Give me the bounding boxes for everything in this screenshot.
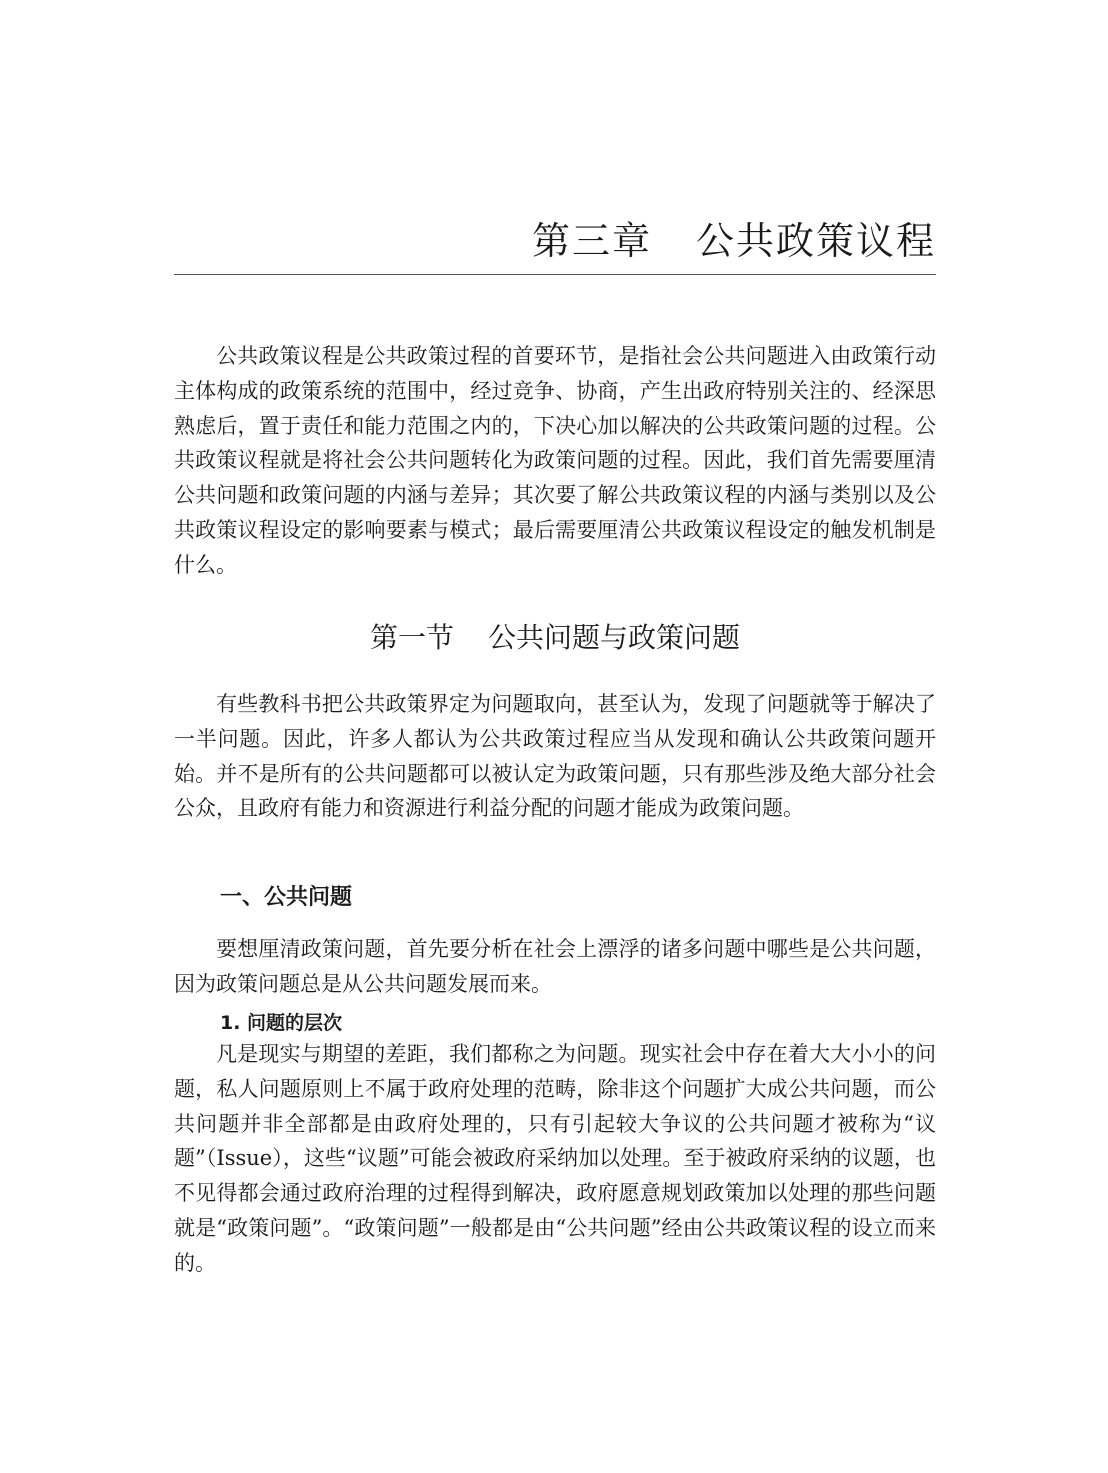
section-title	[174, 616, 936, 656]
subsection-heading: 一、公共问题	[220, 885, 353, 910]
subsection-paragraph: 要想厘清政策问题，首先要分析在社会上漂浮的诸多问题中哪些是公共问题，因为政策问题总是从公共问题发展而来。	[174, 937, 936, 996]
section-paragraph: 有些教科书把公共政策界定为问题取向，甚至认为，发现了问题就等于解决了一半问题。因此，许多人都认为公共政策过程应当从发现和确认公共政策问题开始。并不是所有的公共问题都可以被认定为政策问题，只有那些涉及绝大部分社会公众，且政府有能力和资源进行利益分配的问题才能成为政策问题。	[174, 692, 936, 821]
section-number: 第一节	[369, 621, 454, 654]
chapter-name: 公共政策议程	[695, 219, 936, 263]
chapter-divider	[174, 274, 936, 275]
chapter-number: 第三章	[531, 219, 652, 263]
item-heading: 1. 问题的层次	[220, 1012, 343, 1034]
intro-paragraph: 公共政策议程是公共政策过程的首要环节，是指社会公共问题进入由政策行动主体构成的政策系统的范围中，经过竞争、协商，产生出政府特别关注的、经深思熟虑后，置于责任和能力范围之内的，下决心加以解决的公共政策问题的过程。公共政策议程就是将社会公共问题转化为政策问题的过程。因此，我们首先需要厘清公共问题和政策问题的内涵与差异；其次要了解公共政策议程的内涵与类别以及公共政策议程设定的影响要素与模式；最后需要厘清公共政策议程设定的触发机制是什么。	[174, 344, 936, 577]
chapter-title	[532, 210, 936, 265]
section-name: 公共问题与政策问题	[488, 621, 741, 654]
item-paragraph: 凡是现实与期望的差距，我们都称之为问题。现实社会中存在着大大小小的问题，私人问题原则上不属于政府处理的范畴，除非这个问题扩大成公共问题，而公共问题并非全部都是由政府处理的，只有引起较大争议的公共问题才被称为“议题”（Issue），这些“议题”可能会被政府采纳加以处理。至于被政府采纳的议题，也不见得都会通过政府治理的过程得到解决，政府愿意规划政策加以处理的那些问题就是“政策问题”。“政策问题”一般都是由“公共问题”经由公共政策议程的设立而来的。	[174, 1042, 936, 1275]
